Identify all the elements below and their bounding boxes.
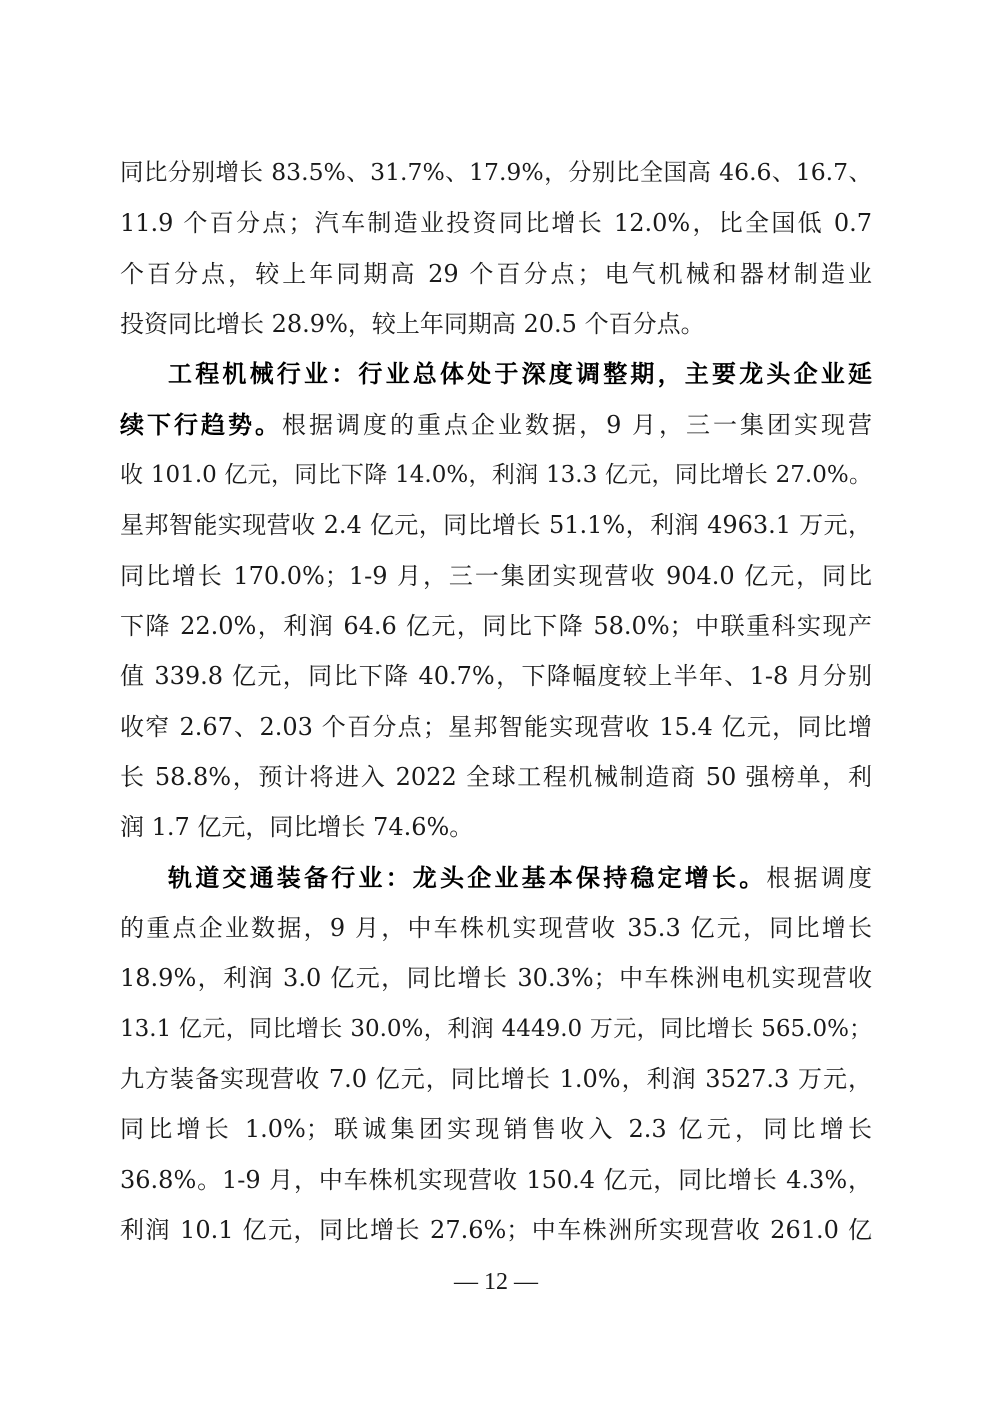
- body-text-line: 值 339.8 亿元，同比下降 40.7%，下降幅度较上半年、1-8 月分别: [120, 662, 872, 690]
- body-text-line: 下降 22.0%，利润 64.6 亿元，同比下降 58.0%；中联重科实现产: [120, 612, 872, 640]
- body-text-line: 长 58.8%，预计将进入 2022 全球工程机械制造商 50 强榜单，利: [120, 763, 872, 791]
- body-text-line: 收窄 2.67、2.03 个百分点；星邦智能实现营收 15.4 亿元，同比增: [120, 713, 872, 741]
- body-text-line: 18.9%，利润 3.0 亿元，同比增长 30.3%；中车株洲电机实现营收: [120, 964, 872, 992]
- body-text-line: 收 101.0 亿元，同比下降 14.0%，利润 13.3 亿元，同比增长 27.0%。: [120, 462, 872, 488]
- body-text-line: [120, 405, 872, 445]
- body-text-line: 的重点企业数据，9 月，中车株机实现营收 35.3 亿元，同比增长: [120, 914, 872, 942]
- body-text: 根据调度的重点企业数据，9 月，三一集团实现营: [282, 411, 873, 439]
- section-heading-continued: 续下行趋势。: [120, 411, 283, 439]
- body-text-line: 同比增长 1.0%；联诚集团实现销售收入 2.3 亿元，同比增长: [120, 1115, 872, 1143]
- body-text-line: 投资同比增长 28.9%，较上年同期高 20.5 个百分点。: [120, 310, 705, 338]
- body-text-line: 36.8%。1-9 月，中车株机实现营收 150.4 亿元，同比增长 4.3%，: [120, 1166, 872, 1194]
- page-number: — 12 —: [454, 1269, 538, 1295]
- body-text-line: 九方装备实现营收 7.0 亿元，同比增长 1.0%，利润 3527.3 万元，: [120, 1065, 872, 1093]
- body-text-line: 13.1 亿元，同比增长 30.0%，利润 4449.0 万元，同比增长 565.0%；: [120, 1016, 872, 1042]
- section-heading: 轨道交通装备行业：龙头企业基本保持稳定增长。: [168, 864, 767, 892]
- body-text: 根据调度: [766, 864, 873, 892]
- section-heading: 工程机械行业：行业总体处于深度调整期，主要龙头企业延: [168, 360, 872, 388]
- body-text-line: 星邦智能实现营收 2.4 亿元，同比增长 51.1%，利润 4963.1 万元，: [120, 511, 872, 539]
- section-heading-line: [168, 858, 872, 898]
- body-text-line: 利润 10.1 亿元，同比增长 27.6%；中车株洲所实现营收 261.0 亿: [120, 1216, 872, 1244]
- section-heading-line: [168, 354, 872, 394]
- body-text-line: 同比分别增长 83.5%、31.7%、17.9%，分别比全国高 46.6、16.7、: [120, 158, 872, 186]
- body-text-line: 个百分点，较上年同期高 29 个百分点；电气机械和器材制造业: [120, 260, 872, 288]
- body-text-line: 11.9 个百分点；汽车制造业投资同比增长 12.0%，比全国低 0.7: [120, 209, 872, 237]
- body-text-line: 润 1.7 亿元，同比增长 74.6%。: [120, 813, 474, 841]
- body-text-line: 同比增长 170.0%；1-9 月，三一集团实现营收 904.0 亿元，同比: [120, 562, 872, 590]
